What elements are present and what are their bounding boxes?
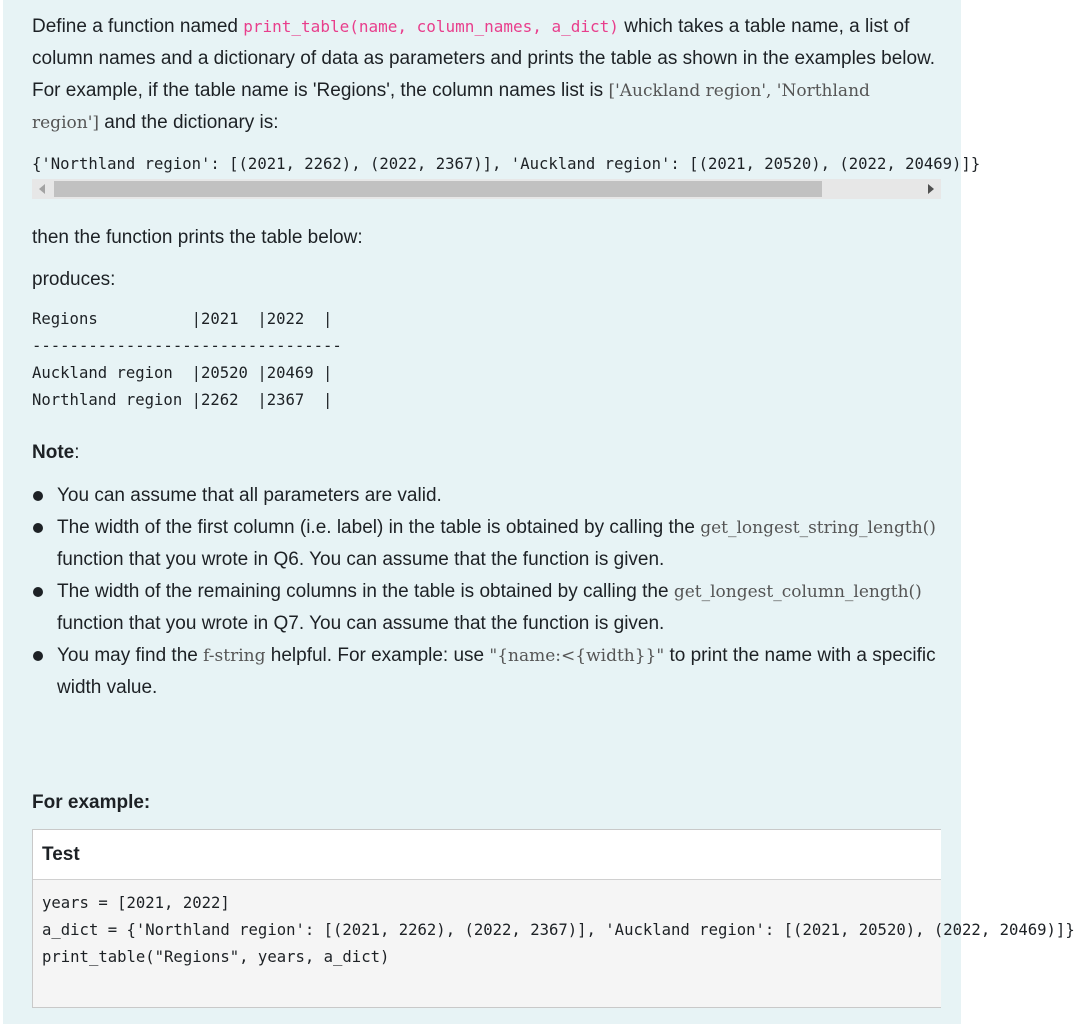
intro-text-3: and the dictionary is: (99, 112, 279, 133)
table-header-line: Regions |2021 |2022 | (32, 310, 333, 328)
code-line: print_table("Regions", years, a_dict) (42, 948, 390, 966)
inline-code: get_longest_string_length() (700, 518, 936, 538)
for-example-heading: For example: (32, 792, 151, 813)
test-column-header: Test (33, 830, 941, 880)
intro-text-1: Define a function named (32, 16, 244, 37)
table-output-example (32, 306, 342, 414)
list-item (32, 576, 952, 640)
code-line: years = [2021, 2022] (42, 894, 230, 912)
scrollbar-thumb[interactable] (54, 181, 822, 197)
horizontal-scrollbar[interactable] (32, 179, 941, 199)
list-item (32, 512, 952, 576)
inline-code: "{name:<{width}}" (489, 646, 665, 666)
test-example-table (32, 829, 1075, 1008)
note-heading (32, 437, 937, 469)
note-label: Note (32, 442, 75, 463)
intro-text-2: which takes a table name, a list of column names and a dictionary of data as parameters and prints the table as shown in the examples below. For example, if the table name is 'Regions', the column names list is (32, 16, 936, 101)
table-row: Auckland region |20520 |20469 | (32, 364, 333, 382)
inline-code: f-string (203, 646, 266, 666)
bullet-text: You may find the (57, 645, 204, 666)
bullet-text: You can assume that all parameters are valid. (57, 485, 442, 506)
notes-list (32, 480, 952, 704)
inline-code: get_longest_column_length() (673, 582, 922, 602)
bullet-text: The width of the remaining columns in the table is obtained by calling the (57, 581, 674, 602)
list-item (32, 640, 952, 704)
table-divider-line: --------------------------------- (32, 337, 342, 355)
bullet-text: function that you wrote in Q7. You can assume that the function is given. (57, 613, 665, 634)
bullet-text: function that you wrote in Q6. You can assume that the function is given. (57, 549, 665, 570)
scroll-right-arrow-icon[interactable] (928, 184, 934, 194)
list-item (32, 480, 952, 512)
then-text: then the function prints the table below: (32, 227, 363, 248)
bullet-text: The width of the first column (i.e. label) in the table is obtained by calling the (57, 517, 701, 538)
produces-text: produces: (32, 269, 116, 290)
function-signature-code: print_table(name, column_names, a_dict) (243, 17, 619, 36)
intro-paragraph (32, 11, 937, 139)
dictionary-example-code: {'Northland region': [(2021, 2262), (2022, 2367)], 'Auckland region': [(2021, 20520), (2022, 20469)]} (32, 155, 981, 173)
code-line: a_dict = {'Northland region': [(2021, 2262), (2022, 2367)], 'Auckland region': [(2021, 20520), (2022, 20469)]} (42, 921, 1075, 939)
question-panel (3, 0, 1075, 1024)
bullet-text: to print the name with a specific width value. (57, 645, 936, 698)
scroll-left-arrow-icon[interactable] (39, 184, 45, 194)
column-names-code: ['Auckland region', 'Northland region'] (32, 81, 870, 133)
table-row: Northland region |2262 |2367 | (32, 391, 333, 409)
test-code-cell (42, 890, 1075, 971)
note-colon: : (74, 442, 80, 463)
bullet-text: helpful. For example: use (265, 645, 490, 666)
